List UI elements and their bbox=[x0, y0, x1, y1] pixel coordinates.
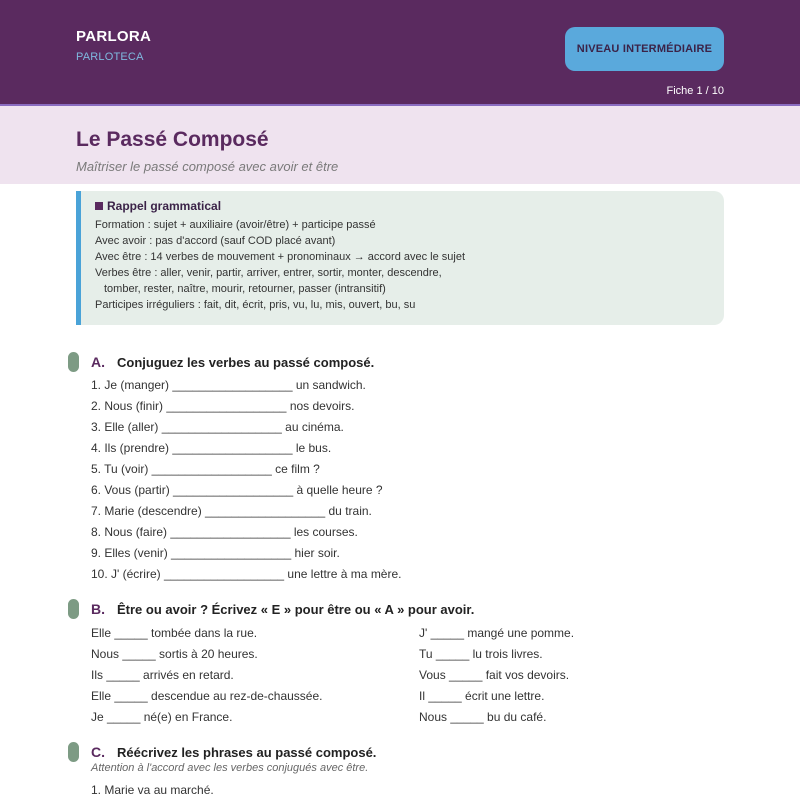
section-title: Réécrivez les phrases au passé composé. bbox=[117, 744, 377, 760]
exercise-item: Elle _____ descendue au rez-de-chaussée. bbox=[91, 689, 323, 703]
section-a-heading bbox=[68, 352, 374, 372]
square-bullet-icon bbox=[95, 202, 103, 210]
exercise-item: 2. Nous (finir) __________________ nos devoirs. bbox=[91, 399, 355, 413]
exercise-item: 8. Nous (faire) __________________ les courses. bbox=[91, 525, 358, 539]
exercise-item: 5. Tu (voir) __________________ ce film ? bbox=[91, 462, 320, 476]
exercise-item: 10. J' (écrire) __________________ une lettre à ma mère. bbox=[91, 567, 402, 581]
page-subtitle: Maîtriser le passé composé avec avoir et être bbox=[76, 159, 339, 174]
exercise-item: J' _____ mangé une pomme. bbox=[419, 626, 575, 640]
section-letter: C. bbox=[91, 744, 105, 760]
section-marker-icon bbox=[68, 352, 79, 372]
exercise-item: Elle _____ tombée dans la rue. bbox=[91, 626, 258, 640]
exercise-item: Je _____ né(e) en France. bbox=[91, 710, 233, 724]
exercise-item: Ils _____ arrivés en retard. bbox=[91, 668, 234, 682]
section-title: Conjuguez les verbes au passé composé. bbox=[117, 354, 375, 370]
page-title: Le Passé Composé bbox=[76, 128, 269, 151]
exercise-item: 4. Ils (prendre) __________________ le bus. bbox=[91, 441, 332, 455]
section-note: Attention à l'accord avec les verbes conjugués avec être. bbox=[91, 762, 369, 774]
section-marker-icon bbox=[68, 742, 79, 762]
brand-name: PARLORA bbox=[76, 28, 152, 45]
page-counter: Fiche 1 / 10 bbox=[666, 85, 724, 97]
section-title: Être ou avoir ? Écrivez « E » pour être ou « A » pour avoir. bbox=[117, 601, 475, 617]
reminder-line: Participes irréguliers : fait, dit, écrit, pris, vu, lu, mis, ouvert, bu, su bbox=[95, 299, 416, 311]
page-header bbox=[0, 0, 800, 104]
reminder-title-text: Rappel grammatical bbox=[107, 199, 222, 213]
exercise-item: 9. Elles (venir) __________________ hier soir. bbox=[91, 546, 340, 560]
reminder-line: Verbes être : aller, venir, partir, arriver, entrer, sortir, monter, descendre, bbox=[95, 267, 442, 279]
grammar-reminder-box bbox=[76, 191, 724, 325]
exercise-item: Il _____ écrit une lettre. bbox=[419, 689, 545, 703]
exercise-item: Tu _____ lu trois livres. bbox=[419, 647, 543, 661]
reminder-title bbox=[95, 198, 724, 214]
exercise-item: 6. Vous (partir) __________________ à quelle heure ? bbox=[91, 483, 383, 497]
exercise-item: 1. Marie va au marché. bbox=[91, 783, 214, 797]
exercise-item: Nous _____ sortis à 20 heures. bbox=[91, 647, 258, 661]
exercise-item: Vous _____ fait vos devoirs. bbox=[419, 668, 570, 682]
reminder-line: Avec être : 14 verbes de mouvement + pronominaux → accord avec le sujet bbox=[95, 251, 466, 263]
reminder-line: Avec avoir : pas d'accord (sauf COD placé avant) bbox=[95, 235, 336, 247]
exercise-item: 3. Elle (aller) __________________ au cinéma. bbox=[91, 420, 344, 434]
section-marker-icon bbox=[68, 599, 79, 619]
section-c-heading bbox=[68, 742, 376, 762]
brand-subtitle: PARLOTECA bbox=[76, 51, 144, 63]
section-letter: A. bbox=[91, 354, 105, 370]
section-b-heading bbox=[68, 599, 474, 619]
section-letter: B. bbox=[91, 601, 105, 617]
reminder-line: Formation : sujet + auxiliaire (avoir/être) + participe passé bbox=[95, 219, 376, 231]
level-badge: NIVEAU INTERMÉDIAIRE bbox=[565, 27, 724, 71]
exercise-item: 1. Je (manger) __________________ un sandwich. bbox=[91, 378, 366, 392]
reminder-line: tomber, rester, naître, mourir, retourner, passer (intransitif) bbox=[104, 283, 386, 295]
exercise-item: Nous _____ bu du café. bbox=[419, 710, 547, 724]
exercise-item: 7. Marie (descendre) __________________ du train. bbox=[91, 504, 372, 518]
